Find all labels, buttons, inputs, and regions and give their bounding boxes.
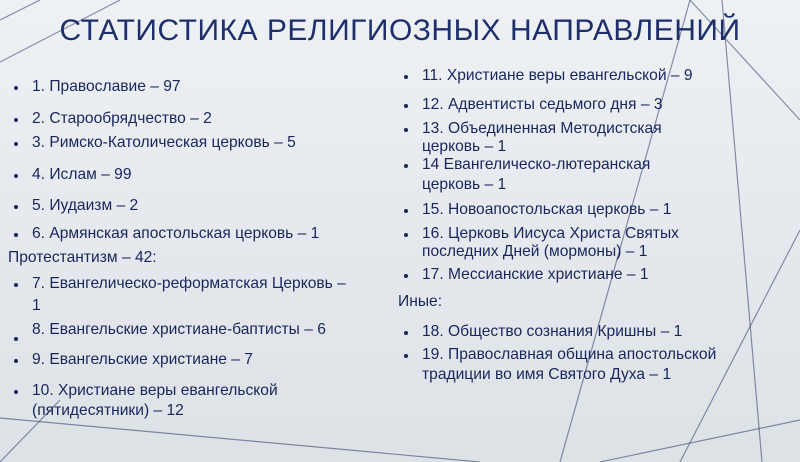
bullet [14,86,18,90]
list-item-line-2: последних Дней (мормоны) – 1 [422,243,648,260]
group-label-other: Иные: [398,293,443,310]
bullet [14,390,18,394]
list-item-line-1: 7. Евангелическо-реформатская Церковь – [32,275,346,292]
bullet [404,274,408,278]
bullet [14,174,18,178]
list-item: 4. Ислам – 99 [32,166,132,183]
bullet [14,337,18,341]
bullet [404,331,408,335]
bullet [14,359,18,363]
list-item-line-1: 10. Христиане веры евангельской [32,382,278,399]
bullet [14,233,18,237]
list-item: 3. Римско-Католическая церковь – 5 [32,134,296,151]
list-item: 8. Евангельские христиане-баптисты – 6 [32,321,326,338]
list-item-line-2: церковь – 1 [422,138,507,155]
list-item-line-2: (пятидесятники) – 12 [32,402,184,419]
bullet [14,142,18,146]
list-item-line-1: 14 Евангелическо-лютеранская [422,156,651,173]
list-item: 9. Евангельские христиане – 7 [32,351,253,368]
bullet [404,354,408,358]
bullet [404,164,408,168]
bullet [404,233,408,237]
list-item: 2. Старообрядчество – 2 [32,110,212,127]
bullet [14,283,18,287]
list-item-line-1: 19. Православная община апостольской [422,346,717,363]
list-item-line-2: 1 [32,297,41,314]
list-item-line-1: 16. Церковь Иисуса Христа Святых [422,225,679,242]
list-item: 6. Армянская апостольская церковь – 1 [32,225,320,242]
group-label-protestant: Протестантизм – 42: [8,249,157,266]
bullet [404,104,408,108]
slide-title: СТАТИСТИКА РЕЛИГИОЗНЫХ НАПРАВЛЕНИЙ [59,14,741,47]
list-item-line-2: церковь – 1 [422,176,507,193]
list-item: 17. Мессианские христиане – 1 [422,266,649,283]
bullet [14,118,18,122]
list-item: 1. Православие – 97 [32,78,181,95]
list-item-line-2: традиции во имя Святого Духа – 1 [422,366,672,383]
list-item: 5. Иудаизм – 2 [32,197,139,214]
bullet [404,209,408,213]
bullet [404,128,408,132]
list-item-line-1: 13. Объединенная Методистская [422,120,662,137]
list-item: 15. Новоапостольская церковь – 1 [422,201,672,218]
list-item: 12. Адвентисты седьмого дня – 3 [422,96,663,113]
bullet [404,75,408,79]
bullet [14,205,18,209]
list-item: 11. Христиане веры евангельской – 9 [422,67,693,84]
list-item: 18. Общество сознания Кришны – 1 [422,323,683,340]
